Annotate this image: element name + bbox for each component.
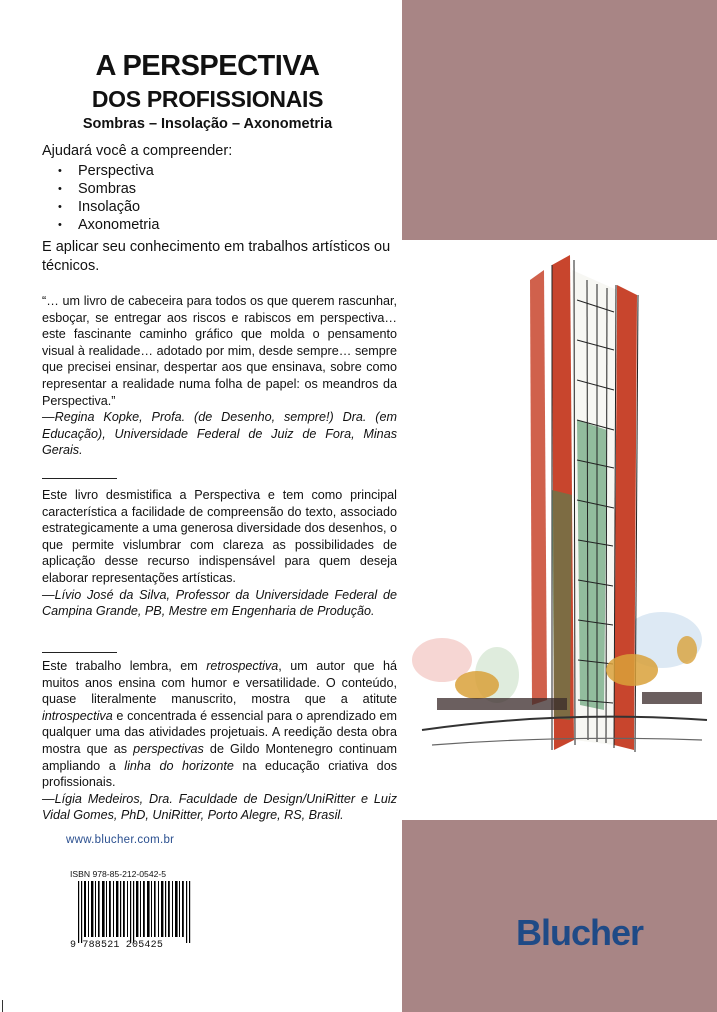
divider (42, 478, 117, 479)
building-sketch-image (402, 240, 717, 840)
quote-3-em-a: retrospectiva (206, 659, 279, 673)
crop-mark (2, 1000, 3, 1012)
topic-item: • Sombras (58, 180, 159, 198)
publisher-logo: Blucher (516, 912, 644, 953)
website-link[interactable]: www.blucher.com.br (66, 834, 175, 846)
title-line1: A PERSPECTIVA (95, 50, 320, 82)
quote-2-attribution: —Lívio José da Silva, Professor da Universidade Federal de Campina Grande, PB, Mestre em Engenharia de Produção. (42, 587, 397, 619)
quote-3-em-d: linha do horizonte (124, 758, 234, 773)
title-line2: DOS PROFISSIONAIS (91, 86, 324, 112)
quote-3-text-b: , um autor que há muitos anos ensina com humor e versatilidade. O conteúdo, quase literalmente manuscrito, mostra que a atitute (42, 659, 397, 707)
quote-3-text-d: de Gildo Montenegro continuam ampliando a (42, 741, 397, 773)
quote-2 (42, 487, 397, 620)
topics-list (58, 162, 159, 234)
quote-3-attribution: —Lígia Medeiros, Dra. Faculdade de Design/UniRitter e Luiz Vidal Gomes, PhD, UniRitter, Porto Alegre, RS, Brasil. (42, 791, 397, 823)
topic-item: • Insolação (58, 198, 159, 216)
topic-item: • Perspectiva (58, 162, 159, 180)
quote-2-text: Este livro desmistifica a Perspectiva e tem como principal característica a facilidade de compreensão do texto, associado estrategicamente a uma generosa diversidade dos desenhos, o que permite vislumbrar com clareza as possibilidades de aplicação desse recurso indispensável para quem deseja elaborar representações artísticas. (42, 488, 397, 585)
quote-3-em-b: introspectiva (42, 708, 113, 723)
quote-3-text-c: e concentrada é essencial para o aprendizado em qualquer uma das atividades projetuais. A reedição desta obra mostra que as (42, 708, 397, 756)
isbn-label: ISBN 978-85-212-0542-5 (70, 869, 167, 879)
divider (42, 652, 117, 653)
apply-text: E aplicar seu conhecimento em trabalhos artísticos ou técnicos. (42, 239, 391, 274)
intro-text: Ajudará você a compreender: (42, 143, 233, 159)
quote-3 (42, 658, 397, 824)
isbn-barcode-block (70, 869, 200, 957)
topic-item: • Axonometria (58, 216, 159, 234)
isbn-digits: 9 788521 205425 (70, 940, 164, 951)
quote-3-em-c: perspectivas (133, 741, 204, 756)
quote-1-attribution: —Regina Kopke, Profa. (de Desenho, sempre!) Dra. (em Educação), Universidade Federal de Juiz de Fora, Minas Gerais. (42, 410, 397, 458)
quote-3-text-a: Este trabalho lembra, em (42, 659, 207, 673)
barcode-image (72, 881, 200, 943)
subtitle: Sombras – Insolação – Axonometria (82, 116, 333, 132)
quote-1 (42, 293, 397, 459)
quote-3-text-e: na educação criativa dos profissionais. (42, 758, 397, 790)
quote-1-text: “… um livro de cabeceira para todos os que querem rascunhar, esboçar, se entregar aos riscos e rabiscos em perspectiva… este fascinante caminho gráfico que molda o pensamento visual à realidade… adotado por mim, desde sempre… sempre que precisei ensinar, despertar aos que ensinava, sobre como representar a realidade numa folha de papel: os meandros da Perspectiva.” (42, 294, 397, 408)
